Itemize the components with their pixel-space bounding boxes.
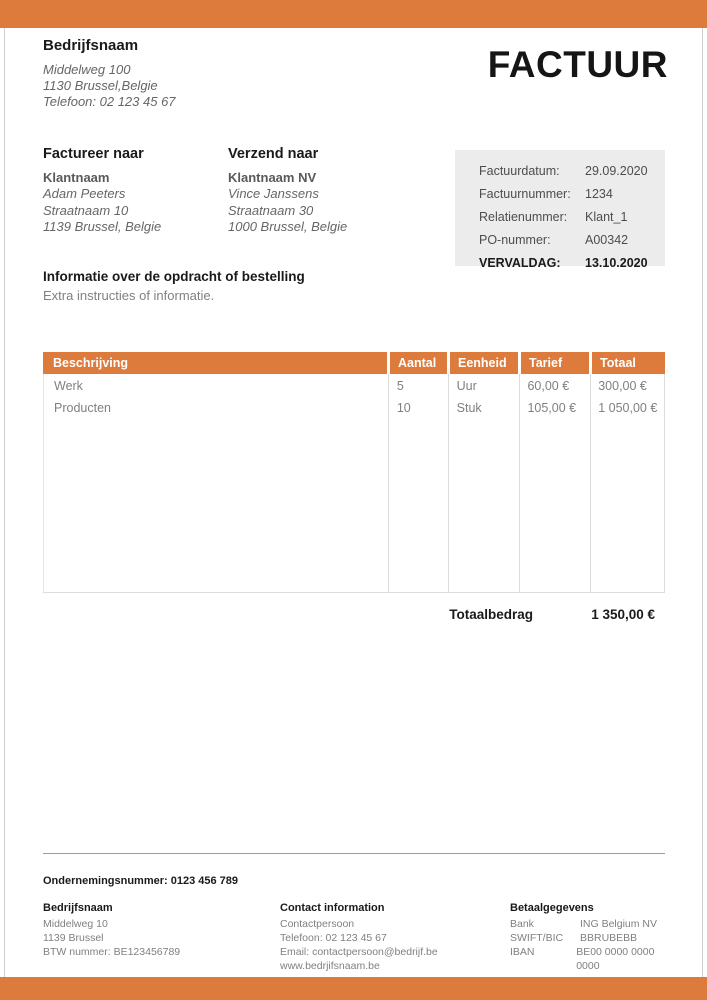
column-divider: [519, 374, 520, 592]
cell-description: Werk: [54, 379, 83, 393]
meta-label: VERVALDAG:: [479, 255, 561, 270]
col-header-unit: Eenheid: [450, 352, 518, 374]
company-address-line: Middelweg 100: [43, 62, 131, 77]
meta-row-po-number: [455, 228, 665, 251]
company-address-line: 1130 Brussel,Belgie: [43, 78, 158, 93]
payment-row-iban: [510, 945, 675, 973]
meta-row-invoice-number: [455, 182, 665, 205]
bill-to-section: [43, 146, 228, 236]
footer-contact-person: Contactpersoon: [280, 918, 355, 930]
order-info-note: Extra instructies of informatie.: [43, 288, 215, 303]
document-title: FACTUUR: [487, 44, 668, 85]
bill-to-line: 1139 Brussel, Belgie: [43, 219, 162, 234]
cell-total: 1 050,00 €: [598, 401, 658, 415]
footer-payment-column: [510, 902, 675, 973]
invoice-meta-box: [455, 150, 665, 270]
payment-value: BE00 0000 0000 0000: [576, 946, 655, 972]
cell-quantity: 10: [396, 401, 411, 415]
cell-description: Producten: [54, 401, 111, 415]
top-accent-bar: [0, 0, 707, 28]
cell-rate: 60,00 €: [527, 379, 570, 393]
page-right-edge: [702, 28, 703, 977]
footer-company-line: 1139 Brussel: [43, 932, 104, 944]
order-info-heading: Informatie over de opdracht of bestelling: [43, 269, 305, 284]
bottom-accent-bar: [0, 977, 707, 1000]
bill-to-heading: Factureer naar: [43, 146, 144, 162]
col-header-description: Beschrijving: [43, 352, 387, 374]
footer-vat-number: BTW nummer: BE123456789: [43, 946, 181, 958]
column-divider: [448, 374, 449, 592]
items-table: [43, 352, 665, 593]
company-header: [43, 37, 176, 110]
footer-company-line: Middelweg 10: [43, 918, 108, 930]
grand-total-row: [43, 607, 655, 622]
meta-row-invoice-date: [455, 159, 665, 182]
ship-to-line: Straatnaam 30: [228, 202, 314, 218]
company-name: Bedrijfsnaam: [43, 37, 139, 54]
items-table-header: [43, 352, 665, 374]
meta-value: A00342: [585, 232, 629, 247]
footer-contact-column: [280, 902, 500, 973]
meta-label: Relatienummer:: [479, 209, 568, 224]
meta-row-due-date: [455, 251, 665, 274]
footer-company-heading: Bedrijfsnaam: [43, 902, 113, 914]
page-left-edge: [4, 28, 5, 977]
payment-value: BBRUBEBB: [580, 932, 638, 944]
ship-to-line: 1000 Brussel, Belgie: [228, 219, 348, 234]
order-info-section: [43, 269, 305, 303]
bill-to-line: Straatnaam 10: [43, 202, 129, 218]
payment-label: SWIFT/BIC: [510, 932, 564, 944]
ship-to-name: Klantnaam NV: [228, 170, 317, 185]
grand-total-value: 1 350,00 €: [591, 607, 655, 622]
grand-total-label: Totaalbedrag: [449, 607, 533, 622]
footer-payment-heading: Betaalgegevens: [510, 902, 594, 914]
table-row: [44, 396, 664, 418]
footer-contact-website: www.bedrjifsnaam.be: [280, 960, 380, 972]
column-divider: [388, 374, 389, 592]
cell-rate: 105,00 €: [527, 401, 577, 415]
payment-row-bank: [510, 917, 675, 931]
ship-to-line: Vince Janssens: [228, 186, 319, 201]
payment-row-swift: [510, 931, 675, 945]
company-phone-line: Telefoon: 02 123 45 67: [43, 94, 176, 109]
cell-quantity: 5: [396, 379, 404, 393]
footer-contact-email: Email: contactpersoon@bedrijf.be: [280, 946, 438, 958]
cell-unit: Uur: [456, 379, 477, 393]
footer-company-column: [43, 902, 268, 959]
cell-unit: Stuk: [456, 401, 482, 415]
cell-total: 300,00 €: [598, 379, 647, 393]
footer-contact-heading: Contact information: [280, 902, 385, 914]
ship-to-heading: Verzend naar: [228, 146, 319, 162]
payment-label: Bank: [510, 918, 534, 930]
company-registration-number: Ondernemingsnummer: 0123 456 789: [43, 875, 239, 887]
footer-divider: [43, 853, 665, 854]
meta-row-relation-number: [455, 205, 665, 228]
meta-value: Klant_1: [585, 209, 628, 224]
bill-to-line: Adam Peeters: [43, 186, 126, 201]
column-divider: [590, 374, 591, 592]
meta-label: PO-nummer:: [479, 232, 551, 247]
footer-contact-phone: Telefoon: 02 123 45 67: [280, 932, 387, 944]
meta-value: 1234: [585, 186, 613, 201]
items-table-body: [43, 374, 665, 593]
payment-value: ING Belgium NV: [580, 918, 658, 930]
meta-label: Factuurnummer:: [479, 186, 571, 201]
meta-value: 13.10.2020: [585, 255, 648, 270]
col-header-quantity: Aantal: [390, 352, 447, 374]
col-header-total: Totaal: [592, 352, 665, 374]
bill-to-name: Klantnaam: [43, 170, 110, 185]
table-row: [44, 374, 664, 396]
ship-to-section: [228, 146, 413, 236]
col-header-rate: Tarief: [521, 352, 589, 374]
meta-value: 29.09.2020: [585, 163, 648, 178]
meta-label: Factuurdatum:: [479, 163, 560, 178]
payment-label: IBAN: [510, 946, 535, 958]
